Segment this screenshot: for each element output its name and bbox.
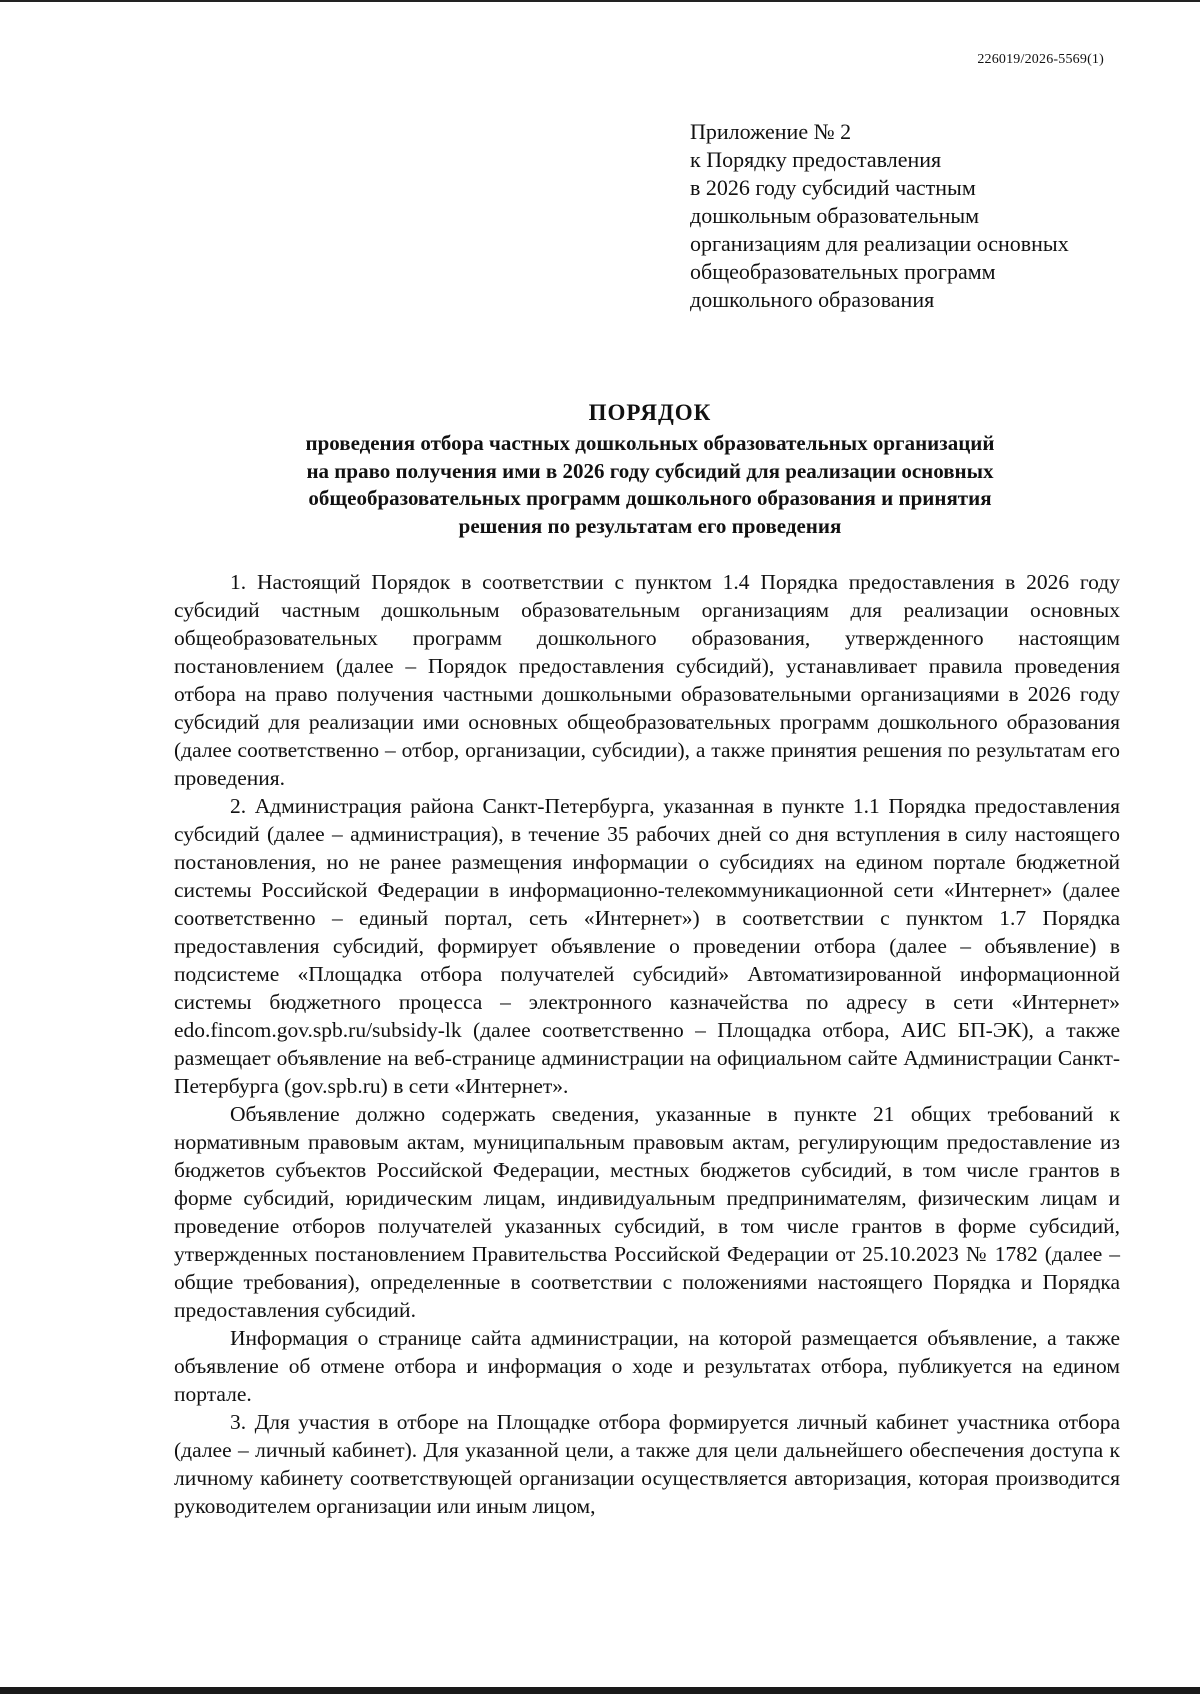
top-scan-border — [0, 0, 1200, 2]
appendix-line: к Порядку предоставления — [690, 147, 942, 172]
paragraph-2-publication-info: Информация о странице сайта администрации, на которой размещается объявление, а также объявление об отмене отбора и информация о ходе и результатах отбора, публикуется на едином портале. — [174, 1326, 1120, 1406]
subtitle-line: общеобразовательных программ дошкольного образования и принятия — [308, 486, 992, 510]
document-body — [174, 568, 1120, 1520]
appendix-line: в 2026 году субсидий частным — [690, 175, 976, 200]
appendix-line: общеобразовательных программ — [690, 259, 996, 284]
document-subtitle — [180, 430, 1120, 540]
document-title: ПОРЯДОК — [588, 400, 712, 425]
paragraph-1: 1. Настоящий Порядок в соответствии с пунктом 1.4 Порядка предоставления в 2026 году субсидий частным дошкольным образовательным организациям для реализации основных общеобразовательных программ дошкольного образования, утвержденного настоящим постановлением (далее – Порядок предоставления субсидий), устанавливает правила проведения отбора на право получения частными дошкольными образовательными организациями в 2026 году субсидий для реализации ими основных общеобразовательных программ дошкольного образования (далее соответственно – отбор, организации, субсидии), а также принятия решения по результатам его проведения. — [174, 570, 1120, 790]
appendix-line: дошкольного образования — [690, 287, 935, 312]
bottom-scan-border — [0, 1687, 1200, 1694]
document-title-block — [180, 398, 1120, 540]
appendix-line: организациям для реализации основных — [690, 231, 1069, 256]
subtitle-line: проведения отбора частных дошкольных образовательных организаций — [305, 431, 995, 455]
appendix-line: Приложение № 2 — [690, 119, 852, 144]
appendix-heading — [690, 118, 1130, 314]
document-number: 226019/2026-5569(1) — [977, 52, 1104, 67]
paragraph-2-announcement-content: Объявление должно содержать сведения, указанные в пункте 21 общих требований к нормативным правовым актам, муниципальным правовым актам, регулирующим предоставление из бюджетов субъектов Российской Федерации, местных бюджетов субсидий, в том числе грантов в форме субсидий, юридическим лицам, индивидуальным предпринимателям, физическим лицам и проведение отборов получателей указанных субсидий, в том числе грантов в форме субсидий, утвержденных постановлением Правительства Российской Федерации от 25.10.2023 № 1782 (далее – общие требования), определенные в соответствии с положениями настоящего Порядка и Порядка предоставления субсидий. — [174, 1102, 1120, 1322]
subtitle-line: на право получения ими в 2026 году субсидий для реализации основных — [306, 458, 994, 483]
paragraph-3: 3. Для участия в отборе на Площадке отбора формируется личный кабинет участника отбора (далее – личный кабинет). Для указанной цели, а также для цели дальнейшего обеспечения доступа к личному кабинету соответствующей организации осуществляется авторизация, которая производится руководителем организации или иным лицом, — [174, 1410, 1120, 1518]
paragraph-2: 2. Администрация района Санкт-Петербурга, указанная в пункте 1.1 Порядка предоставления субсидий (далее – администрация), в течение 35 рабочих дней со дня вступления в силу настоящего постановления, но не ранее размещения информации о субсидиях на едином портале бюджетной системы Российской Федерации в информационно-телекоммуникационной сети «Интернет» (далее соответственно – единый портал, сеть «Интернет») в соответствии с пунктом 1.7 Порядка предоставления субсидий, формирует объявление о проведении отбора (далее – объявление) в подсистеме «Площадка отбора получателей субсидий» Автоматизированной информационной системы бюджетного процесса – электронного казначейства по адресу в сети «Интернет» edo.fincom.gov.spb.ru/subsidy-lk (далее соответственно – Площадка отбора, АИС БП-ЭК), а также размещает объявление на веб-странице администрации на официальном сайте Администрации Санкт-Петербурга (gov.spb.ru) в сети «Интернет». — [174, 794, 1120, 1098]
subtitle-line: решения по результатам его проведения — [458, 513, 842, 538]
appendix-line: дошкольным образовательным — [690, 203, 980, 228]
